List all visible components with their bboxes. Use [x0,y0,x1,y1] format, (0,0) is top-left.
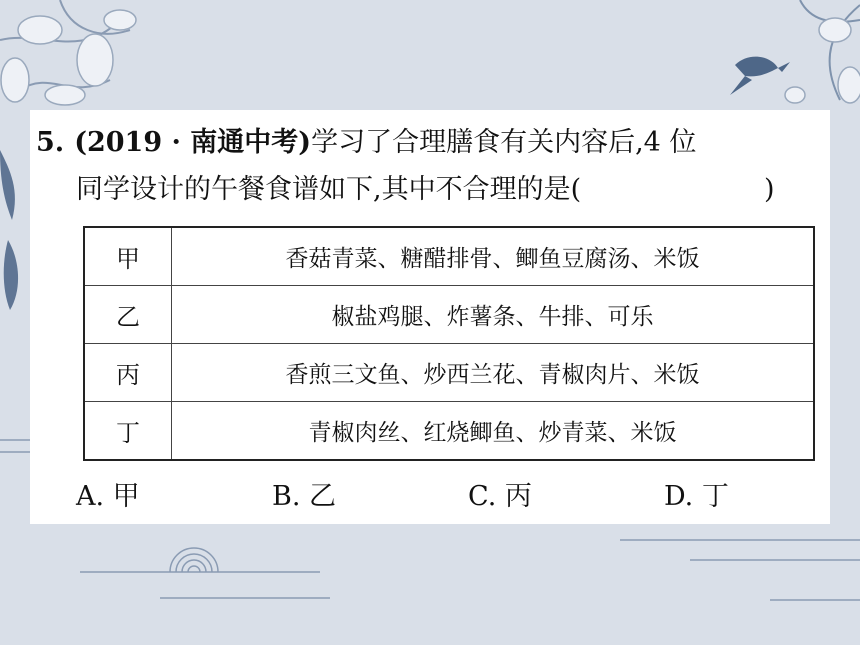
row-label: 乙 [84,286,172,344]
right-blossom-decoration [785,18,860,103]
question-line-1 [36,126,696,160]
table-row [84,343,814,401]
question-card [30,110,830,524]
left-leaf-decoration [0,150,18,310]
option-d[interactable]: D. 丁 [664,481,729,512]
question-line-2 [76,173,581,207]
row-dishes: 青椒肉丝、红烧鲫鱼、炒青菜、米饭 [172,401,815,460]
question-number: 5. [36,127,65,158]
row-dishes: 椒盐鸡腿、炸薯条、牛排、可乐 [172,286,815,344]
blossom-decoration [1,10,136,105]
row-label: 丁 [84,401,172,460]
row-dishes: 香煎三文鱼、炒西兰花、青椒肉片、米饭 [172,343,815,401]
question-text-2: 同学设计的午餐食谱如下,其中不合理的是( [76,174,582,205]
question-text-1: 学习了合理膳食有关内容后,4 位 [311,127,697,158]
question-source: (2019 · 南通中考) [74,127,312,158]
table-row [84,401,814,460]
menu-table [83,226,815,461]
option-b[interactable]: B. 乙 [272,481,337,512]
table-row [84,227,814,286]
row-dishes: 香菇青菜、糖醋排骨、鲫鱼豆腐汤、米饭 [172,227,815,286]
answer-paren-close: ) [764,174,775,205]
option-a[interactable]: A. 甲 [76,481,140,512]
bird-decoration [730,57,790,95]
row-label: 甲 [84,227,172,286]
table-row [84,286,814,344]
semicircle-decoration [170,548,218,572]
row-label: 丙 [84,343,172,401]
option-c[interactable]: C. 丙 [468,481,532,512]
